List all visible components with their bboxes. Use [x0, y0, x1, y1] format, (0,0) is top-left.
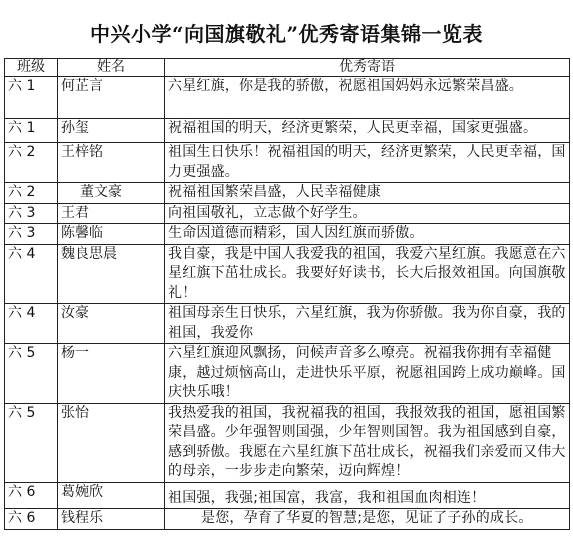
table-row: [5, 143, 570, 183]
table-row: [5, 224, 570, 245]
table-row: [5, 344, 570, 404]
table-row: [5, 183, 570, 204]
message-cell: 我自豪，我是中国人我爱我的祖国，我爱六星红旗。我愿意在六星红旗下茁壮成长。我要好好读书，长大后报效祖国。向国旗敬礼！: [165, 244, 570, 304]
name-cell: 杨一: [58, 344, 165, 404]
class-cell: 六 6: [5, 482, 58, 509]
class-cell: 六 3: [5, 203, 58, 224]
message-cell: 祖国生日快乐！祝福祖国的明天，经济更繁荣，人民更幸福，国力更强盛。: [165, 143, 570, 183]
name-cell: 何芷言: [58, 77, 165, 119]
header-message: 优秀寄语: [165, 59, 570, 77]
name-cell: 葛婉欣: [58, 482, 165, 509]
class-cell: 六 5: [5, 344, 58, 404]
header-name: 姓名: [58, 59, 165, 77]
message-cell: 祝福祖国的明天，经济更繁荣，人民更幸福，国家更强盛。: [165, 119, 570, 143]
table-row: [5, 304, 570, 344]
name-cell: 孙玺: [58, 119, 165, 143]
page-title: 中兴小学“向国旗敬礼”优秀寄语集锦一览表: [89, 22, 483, 46]
table-row: [5, 203, 570, 224]
name-cell: 王梓铭: [58, 143, 165, 183]
message-cell: 向祖国敬礼，立志做个好学生。: [165, 203, 570, 224]
message-cell: 祖国强，我强;祖国富，我富，我和祖国血肉相连！: [165, 482, 570, 509]
name-cell: 陈馨临: [58, 224, 165, 245]
class-cell: 六 2: [5, 183, 58, 204]
message-cell: 六星红旗迎风飘扬，问候声音多么嘹亮。祝福我你拥有幸福健康，越过烦恼高山，走进快乐平原，祝愿祖国跨上成功巅峰。国庆快乐哦！: [165, 344, 570, 404]
class-cell: 六 1: [5, 119, 58, 143]
table-row: [5, 119, 570, 143]
header-class: 班级: [5, 59, 58, 77]
table-row: [5, 482, 570, 509]
class-cell: 六 3: [5, 224, 58, 245]
name-cell: 王君: [58, 203, 165, 224]
message-cell: 祖国母亲生日快乐，六星红旗，我为你骄傲。我为你自豪，我的祖国，我爱你: [165, 304, 570, 344]
message-cell: 六星红旗，你是我的骄傲，祝愿祖国妈妈永远繁荣昌盛。: [165, 77, 570, 119]
message-table: [4, 58, 570, 530]
class-cell: 六 5: [5, 403, 58, 482]
table-row: [5, 509, 570, 530]
name-cell: 汝豪: [58, 304, 165, 344]
table-header-row: [5, 59, 570, 77]
message-cell: 生命因道德而精彩，国人因红旗而骄傲。: [165, 224, 570, 245]
table-row: [5, 77, 570, 119]
class-cell: 六 6: [5, 509, 58, 530]
name-cell: 钱程乐: [58, 509, 165, 530]
class-cell: 六 4: [5, 244, 58, 304]
table-row: [5, 403, 570, 482]
table-row: [5, 244, 570, 304]
name-cell: 魏良思晨: [58, 244, 165, 304]
class-cell: 六 1: [5, 77, 58, 119]
class-cell: 六 4: [5, 304, 58, 344]
message-cell: 是您，孕育了华夏的智慧;是您，见证了子孙的成长。: [165, 509, 570, 530]
message-cell: 祝福祖国繁荣昌盛，人民幸福健康: [165, 183, 570, 204]
message-cell: 我热爱我的祖国，我祝福我的祖国，我报效我的祖国，愿祖国繁荣昌盛。少年强智则国强，少年智则国智。我为祖国感到自豪，感到骄傲。我愿在六星红旗下茁壮成长，祝福我们亲爱而又伟大的母亲，一步步走向繁荣，迈向辉煌！: [165, 403, 570, 482]
name-cell: 张怡: [58, 403, 165, 482]
name-cell: 董文豪: [58, 183, 165, 204]
class-cell: 六 2: [5, 143, 58, 183]
